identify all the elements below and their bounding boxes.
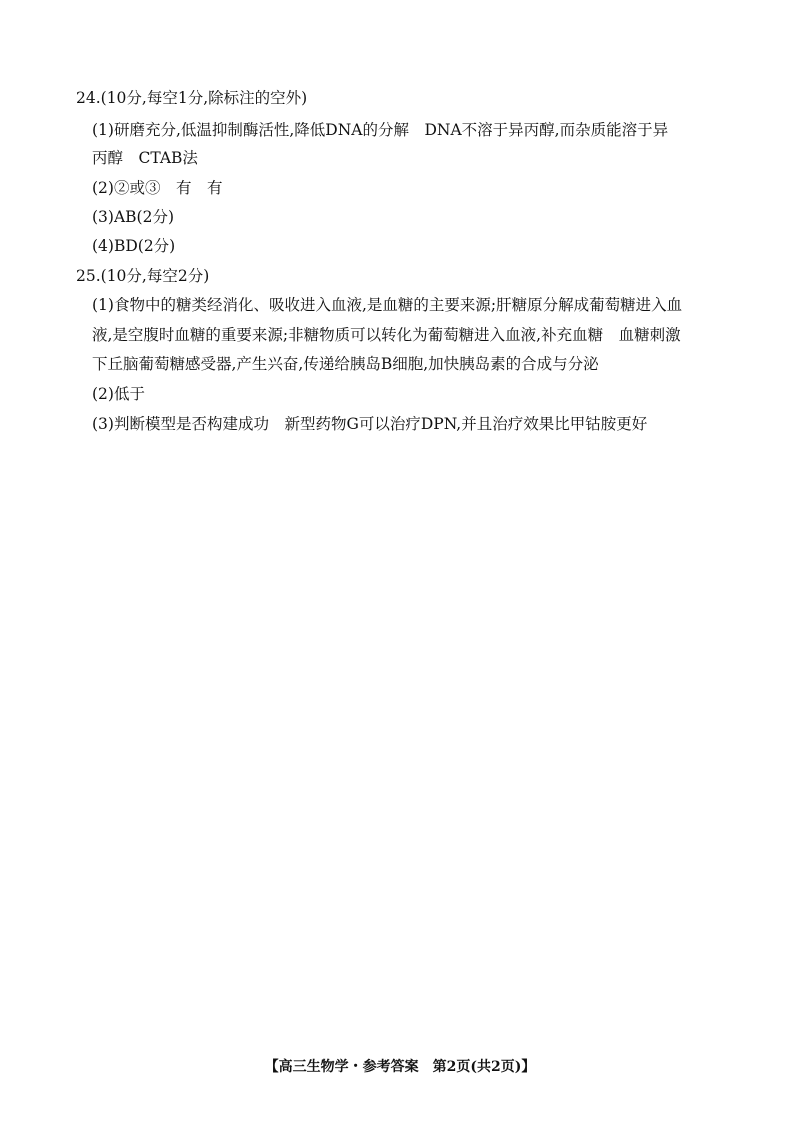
page-footer: 【高三生物学・参考答案 第2页(共2页)】 — [264, 1059, 536, 1075]
question-24-line-4: (3)AB(2分) — [92, 208, 174, 226]
question-24-header: 24.(10分,每空1分,除标注的空外) — [76, 89, 308, 107]
question-25-line-1: (1)食物中的糖类经消化、吸收进入血液,是血糖的主要来源;肝糖原分解成葡萄糖进入血 — [92, 296, 683, 314]
question-25-line-5: (3)判断模型是否构建成功 新型药物G可以治疗DPN,并且治疗效果比甲钴胺更好 — [92, 415, 648, 433]
question-25-line-4: (2)低于 — [92, 385, 145, 403]
question-24-line-3: (2)②或③ 有 有 — [92, 179, 223, 197]
question-25-line-3: 下丘脑葡萄糖感受器,产生兴奋,传递给胰岛B细胞,加快胰岛素的合成与分泌 — [92, 355, 599, 373]
question-25-line-2: 液,是空腹时血糖的重要来源;非糖物质可以转化为葡萄糖进入血液,补充血糖 血糖刺激 — [92, 326, 681, 344]
question-25-header: 25.(10分,每空2分) — [76, 267, 210, 285]
question-24-line-5: (4)BD(2分) — [92, 237, 176, 255]
question-24-line-2: 丙醇 CTAB法 — [92, 149, 198, 167]
question-24-line-1: (1)研磨充分,低温抑制酶活性,降低DNA的分解 DNA不溶于异丙醇,而杂质能溶于异 — [92, 121, 669, 139]
